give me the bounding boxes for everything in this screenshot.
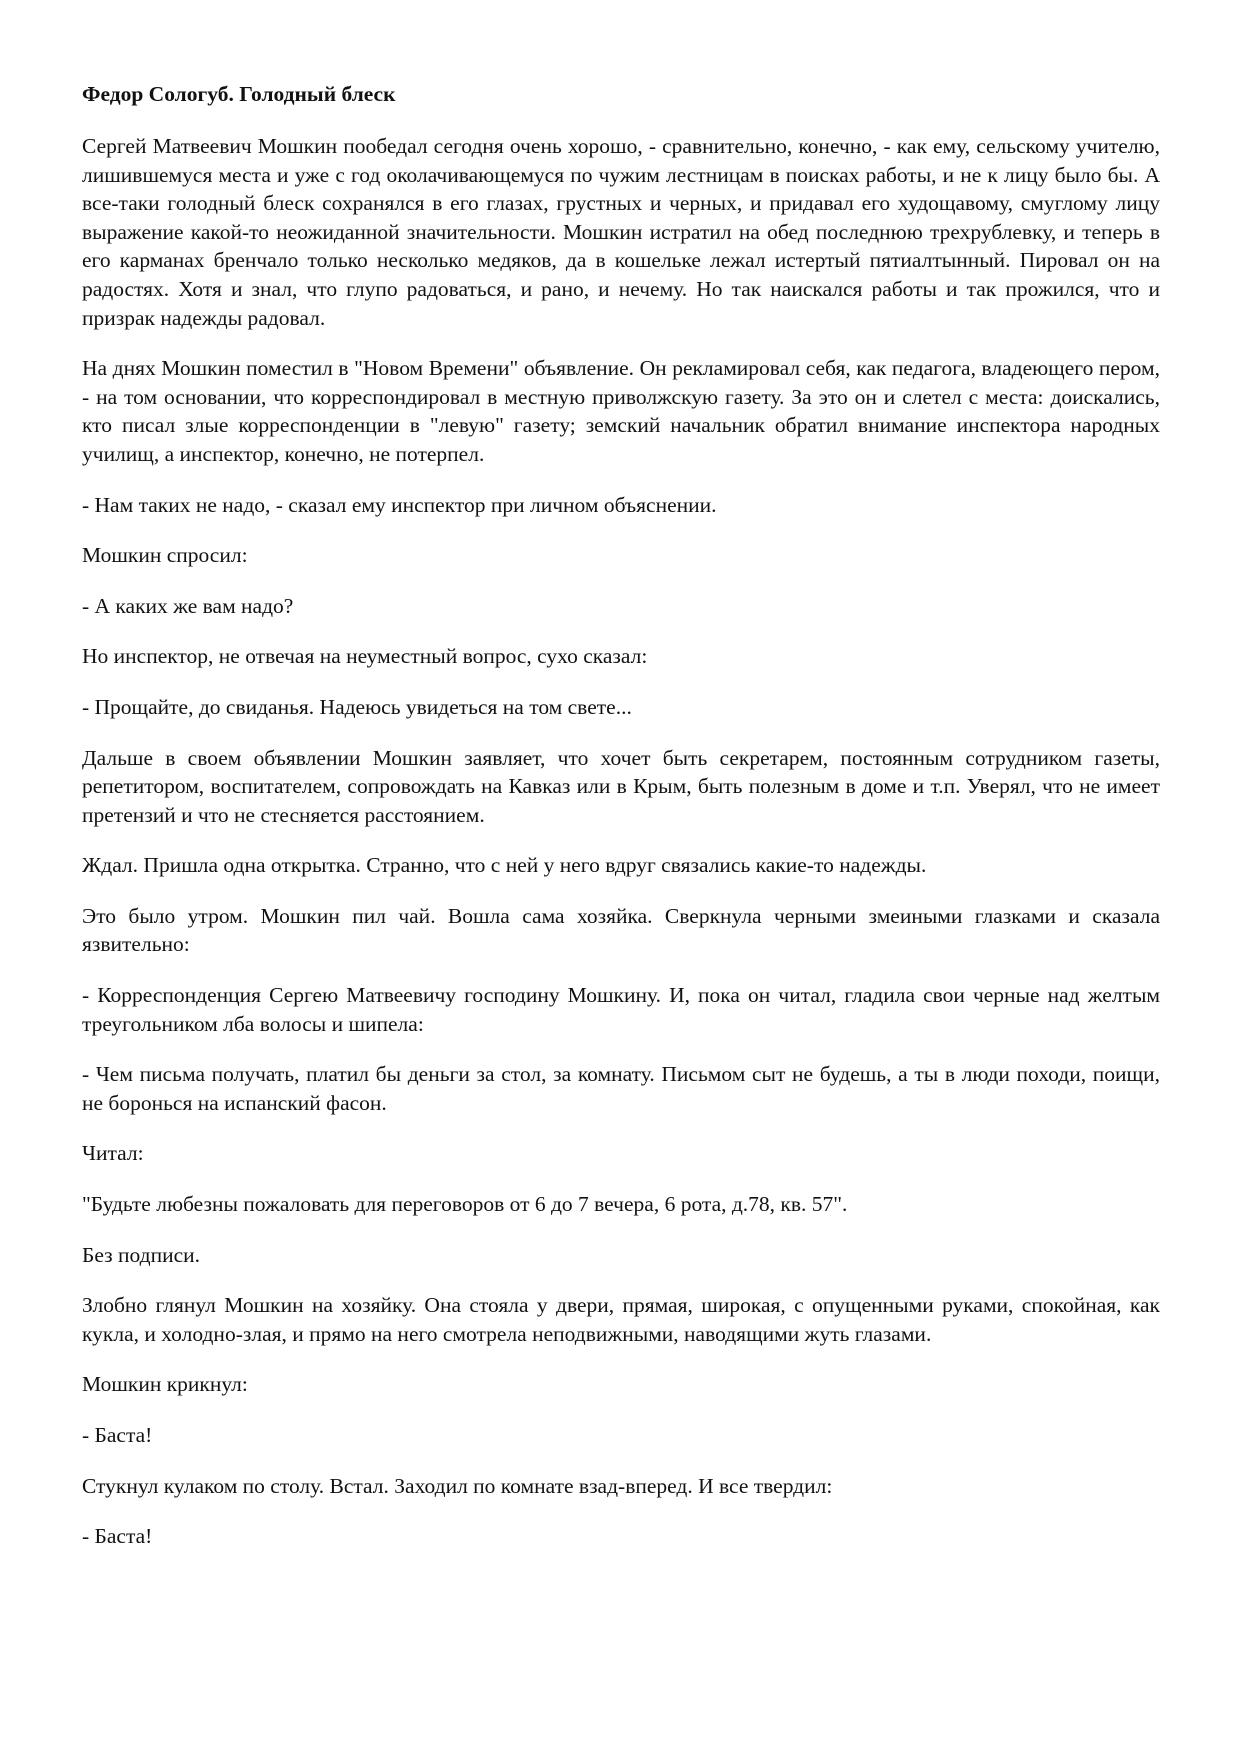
- paragraph: - Баста!: [82, 1524, 153, 1549]
- paragraph: Но инспектор, не отвечая на неуместный вопрос, сухо сказал:: [82, 644, 648, 669]
- paragraph: - Баста!: [82, 1423, 153, 1447]
- paragraph: - Чем письма получать, платил бы деньги за стол, за комнату. Письмом сыт не будешь, а ты в люди походи, поищи, не боронься на испанский фасон.: [82, 1062, 1160, 1115]
- paragraph: Дальше в своем объявлении Мошкин заявляет, что хочет быть секретарем, постоянным сотрудником газеты, репетитором, воспитателем, сопровождать на Кавказ или в Крым, быть полезным в доме и т.п. Уверял, что не имеет претензий и что не стесняется расстоянием.: [82, 745, 1160, 827]
- paragraph: - А каких же вам надо?: [82, 593, 294, 618]
- paragraph: "Будьте любезны пожаловать для переговоров от 6 до 7 вечера, 6 рота, д.78, кв. 57".: [82, 1192, 848, 1217]
- paragraph: Мошкин крикнул:: [82, 1372, 248, 1397]
- paragraph: Мошкин спросил:: [82, 543, 248, 568]
- paragraph: Стукнул кулаком по столу. Встал. Заходил по комнате взад-вперед. И все твердил:: [82, 1473, 833, 1498]
- paragraph: Читал:: [82, 1141, 144, 1166]
- paragraph: - Нам таких не надо, - сказал ему инспектор при личном объяснении.: [82, 492, 717, 517]
- paragraph: Это было утром. Мошкин пил чай. Вошла сама хозяйка. Сверкнула черными змеиными глазками и сказала язвительно:: [82, 903, 1160, 957]
- paragraph: Сергей Матвеевич Мошкин пообедал сегодня очень хорошо, - сравнительно, конечно, - как ему, сельскому учителю, лишившемуся места и уже с год околачивающемуся по чужим лестницам в поисках работы, и не к лицу было бы. А все-таки голодный блеск сохранялся в его глазах, грустных и черных, и придавал его худощавому, смуглому лицу выражение какой-то неожиданной значительности. Мошкин истратил на обед последнюю трехрублевку, и теперь в его карманах бренчало только несколько медяков, да в кошельке лежал истертый пятиалтынный. Пировал он на радостях. Хотя и знал, что глупо радоваться, и рано, и нечему. Но так наискался работы и так прожился, что и призрак надежды радовал.: [82, 134, 1160, 330]
- paragraph: Злобно глянул Мошкин на хозяйку. Она стояла у двери, прямая, широкая, с опущенными руками, спокойная, как кукла, и холодно-злая, и прямо на него смотрела неподвижными, наводящими жуть глазами.: [82, 1293, 1160, 1346]
- document-title: Федор Сологуб. Голодный блеск: [82, 82, 396, 106]
- paragraph: Без подписи.: [82, 1242, 201, 1267]
- paragraph: На днях Мошкин поместил в "Новом Времени" объявление. Он рекламировал себя, как педагога, владеющего пером, - на том основании, что корреспондировал в местную приволжскую газету. За это он и слетел с места: доискались, кто писал злые корреспонденции в "левую" газету; земский начальник обратил внимание инспектора народных училищ, а инспектор, конечно, не потерпел.: [82, 356, 1160, 466]
- paragraph: Ждал. Пришла одна открытка. Странно, что с ней у него вдруг связались какие-то надежды.: [82, 853, 927, 878]
- paragraph: - Прощайте, до свиданья. Надеюсь увидеться на том свете...: [82, 694, 632, 719]
- document-page: [82, 80, 1160, 1573]
- paragraph: - Корреспонденция Сергею Матвеевичу господину Мошкину. И, пока он читал, гладила свои черные над желтым треугольником лба волосы и шипела:: [82, 983, 1160, 1036]
